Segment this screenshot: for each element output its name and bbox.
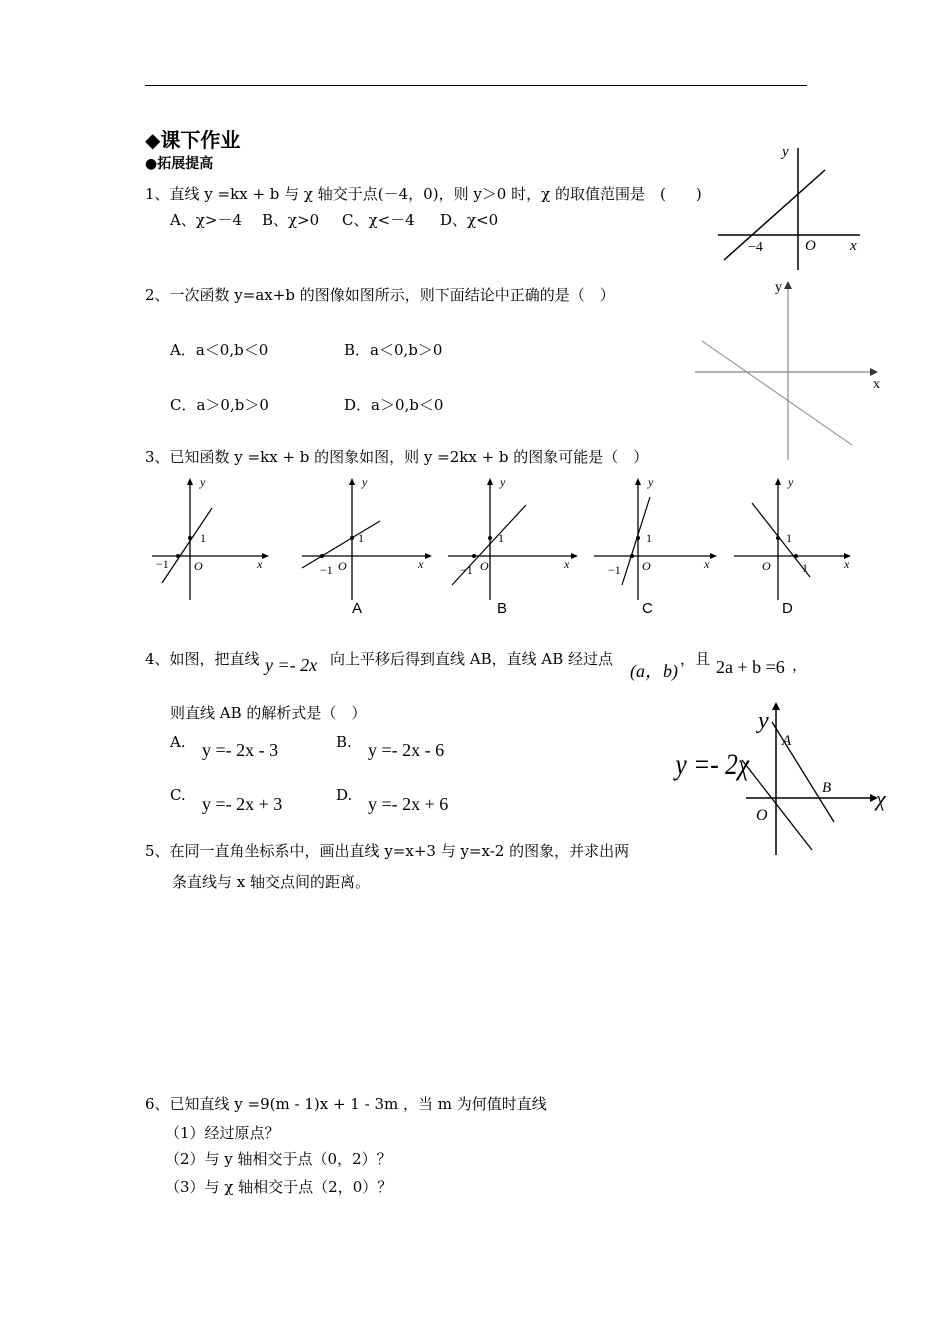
q1-graph bbox=[710, 140, 870, 275]
q3-graph-c bbox=[592, 475, 732, 620]
q4-mid-text: 向上平移后得到直线 AB，直线 AB 经过点 bbox=[330, 650, 614, 668]
q4-option-a-expr: y =- 2x - 3 bbox=[202, 740, 279, 760]
q6-sub-1: （1）经过原点？ bbox=[165, 1124, 280, 1142]
q1-option-a: A、χ>－4 bbox=[170, 211, 243, 229]
q4-origin-label: O bbox=[756, 807, 768, 824]
svg-text:O: O bbox=[762, 559, 771, 573]
q4-a-label: A bbox=[782, 733, 792, 749]
q3-label-c: C bbox=[642, 600, 653, 617]
q4-option-c-label: C. bbox=[170, 786, 186, 804]
q3-graph-d bbox=[732, 475, 862, 620]
q3-text: 3、已知函数 y =kx + b 的图象如图，则 y =2kx + b 的图象可能是（ ） bbox=[145, 448, 649, 466]
q6-sub-3: （3）与 χ 轴相交于点（2，0）？ bbox=[165, 1178, 393, 1196]
q4-option-c-expr: y =- 2x + 3 bbox=[202, 794, 283, 814]
svg-text:1: 1 bbox=[358, 531, 364, 545]
section-title: ◆课下作业 bbox=[145, 128, 241, 152]
svg-text:x: x bbox=[844, 557, 850, 571]
q2-graph bbox=[690, 275, 890, 465]
svg-text:−1: −1 bbox=[460, 563, 473, 577]
svg-text:1: 1 bbox=[498, 531, 504, 545]
q4-condition: 2a + b =6 bbox=[716, 657, 785, 677]
q3-label-d: D bbox=[782, 600, 793, 617]
q4-y-label: y bbox=[758, 708, 769, 734]
svg-text:O: O bbox=[642, 559, 651, 573]
q4-comma: ， bbox=[792, 656, 808, 674]
q2-option-c: C．a＞0,b＞0 bbox=[170, 396, 269, 414]
top-rule bbox=[145, 85, 807, 86]
q5-line2: 条直线与 x 轴交点间的距离。 bbox=[172, 873, 370, 891]
svg-text:−1: −1 bbox=[320, 563, 333, 577]
q1-intercept-label: −4 bbox=[748, 240, 763, 255]
q4-line-label: y =- 2χ bbox=[675, 748, 750, 782]
q4-base-line bbox=[742, 760, 812, 850]
svg-text:y: y bbox=[788, 475, 794, 489]
q3-label-b: B bbox=[497, 600, 508, 617]
q4-graph bbox=[672, 700, 892, 860]
q1-option-b: B、χ>0 bbox=[262, 211, 320, 229]
q1-y-label: y bbox=[782, 144, 789, 160]
q4-point: (a，b) bbox=[630, 661, 678, 681]
svg-text:−1: −1 bbox=[156, 557, 169, 571]
q4-option-d-expr: y =- 2x + 6 bbox=[368, 794, 449, 814]
q3-label-a: A bbox=[352, 600, 363, 617]
q1-option-c: C、χ<－4 bbox=[342, 211, 415, 229]
q4-and: ，且 bbox=[680, 650, 711, 668]
q2-x-label: x bbox=[873, 377, 880, 392]
q3-graph-a bbox=[300, 475, 440, 620]
q2-option-d: D．a＞0,b＜0 bbox=[344, 396, 444, 414]
q1-origin-label: O bbox=[805, 238, 816, 254]
q2-option-a: A．a＜0,b＜0 bbox=[170, 341, 269, 359]
q1-x-label: x bbox=[850, 238, 857, 254]
q6-sub-2: （2）与 y 轴相交于点（0，2）？ bbox=[165, 1150, 392, 1168]
q4-x-label: χ bbox=[876, 786, 886, 811]
q3-graph-b bbox=[446, 475, 586, 620]
q2-y-label: y bbox=[775, 280, 782, 295]
svg-text:1: 1 bbox=[802, 561, 808, 575]
svg-text:O: O bbox=[480, 559, 489, 573]
svg-text:x: x bbox=[704, 557, 710, 571]
q1-option-d: D、χ<0 bbox=[440, 211, 499, 229]
svg-text:y: y bbox=[500, 475, 506, 489]
q4-b-label: B bbox=[822, 780, 832, 796]
svg-text:1: 1 bbox=[786, 531, 792, 545]
q1-text: 1、直线 y =kx + b 与 χ 轴交于点(－4，0)，则 y＞0 时，χ 的取值范围是 ( ) bbox=[145, 185, 702, 203]
svg-text:y: y bbox=[648, 475, 654, 489]
q2-line bbox=[702, 341, 852, 445]
q5-line1: 5、在同一直角坐标系中，画出直线 y=x+3 与 y=x-2 的图象，并求出两 bbox=[145, 842, 630, 860]
q4-option-b-label: B. bbox=[336, 733, 352, 751]
q4-base-line-eq: y =- 2x bbox=[265, 655, 318, 675]
q3-graph-given bbox=[150, 475, 270, 620]
svg-text:−1: −1 bbox=[608, 563, 621, 577]
q4-option-a-label: A. bbox=[170, 733, 186, 751]
q4-prefix: 4、如图，把直线 bbox=[145, 650, 260, 668]
svg-text:1: 1 bbox=[646, 531, 652, 545]
svg-text:O: O bbox=[194, 559, 203, 573]
svg-text:x: x bbox=[564, 557, 570, 571]
q4-question: 则直线 AB 的解析式是（ ） bbox=[170, 704, 367, 722]
svg-text:x: x bbox=[257, 557, 263, 571]
q4-option-d-label: D. bbox=[336, 786, 353, 804]
svg-text:O: O bbox=[338, 559, 347, 573]
q2-option-b: B．a＜0,b＞0 bbox=[344, 341, 443, 359]
svg-text:1: 1 bbox=[200, 531, 206, 545]
subsection-title: ●拓展提高 bbox=[145, 156, 214, 172]
svg-text:y: y bbox=[200, 475, 206, 489]
q6-text: 6、已知直线 y =9(m - 1)x + 1 - 3m ，当 m 为何值时直线 bbox=[145, 1095, 547, 1113]
q2-text: 2、一次函数 y=ax+b 的图像如图所示，则下面结论中正确的是（ ） bbox=[145, 286, 615, 304]
svg-text:x: x bbox=[418, 557, 424, 571]
svg-text:y: y bbox=[362, 475, 368, 489]
q4-option-b-expr: y =- 2x - 6 bbox=[368, 740, 445, 760]
